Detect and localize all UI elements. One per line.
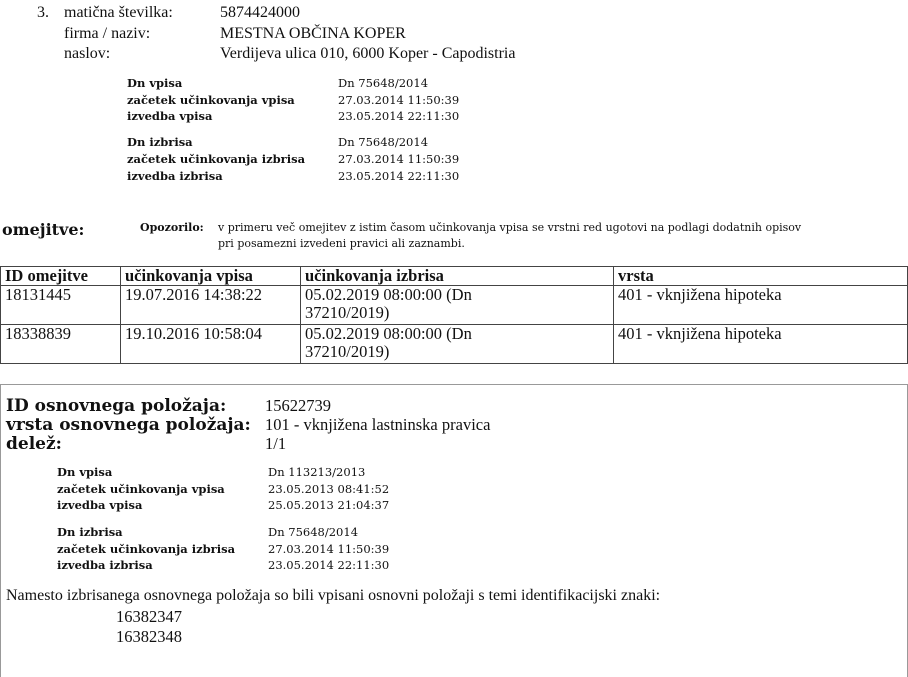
share-value: 1/1 [265,434,287,453]
cell-deletion-line1: 05.02.2019 08:00:00 (Dn [305,285,472,304]
name-label: firma / naziv: [64,25,151,42]
owner-deletion-start-label: začetek učinkovanja izbrisa [127,152,306,166]
position-dn-deletion-value: Dn 75648/2014 [268,525,359,539]
position-entry-exec-value: 25.05.2013 21:04:37 [268,498,390,512]
owner-dn-deletion-label: Dn izbrisa [127,135,193,149]
position-deletion-exec-label: izvedba izbrisa [57,558,153,572]
cell-deletion-line1: 05.02.2019 08:00:00 (Dn [305,324,472,343]
cell-deletion [301,286,614,325]
cell-type: 401 - vknjižena hipoteka [614,325,908,364]
table-row [1,286,908,325]
owner-entry-start-label: začetek učinkovanja vpisa [127,93,295,107]
position-type-label: vrsta osnovnega položaja: [6,415,251,435]
position-dn-entry-value: Dn 113213/2013 [268,465,366,479]
name-value: MESTNA OBČINA KOPER [220,25,406,42]
owner-number: 3. [37,4,49,21]
cell-deletion [301,325,614,364]
owner-entry-exec-value: 23.05.2014 22:11:30 [338,109,460,123]
position-dn-entry-label: Dn vpisa [57,465,113,479]
owner-entry-exec-label: izvedba vpisa [127,109,213,123]
warning-text-line2: pri posamezni izvedeni pravici ali zaznambi. [218,237,465,250]
cell-id: 18131445 [1,286,121,325]
owner-dn-entry-value: Dn 75648/2014 [338,76,429,90]
position-id-label: ID osnovnega položaja: [6,396,227,416]
position-dn-deletion-label: Dn izbrisa [57,525,123,539]
address-value: Verdijeva ulica 010, 6000 Koper - Capodistria [220,45,516,62]
owner-entry-start-value: 27.03.2014 11:50:39 [338,93,460,107]
col-header-entry: učinkovanja vpisa [121,267,301,286]
warning-text-line1: v primeru več omejitev z istim časom učinkovanja vpisa se vrstni red ugotovi na podlagi dodatnih opisov [218,221,802,234]
owner-deletion-exec-value: 23.05.2014 22:11:30 [338,169,460,183]
position-entry-exec-label: izvedba vpisa [57,498,143,512]
reg-number-value: 5874424000 [220,4,300,21]
restrictions-label: omejitve: [2,220,85,239]
replacement-id: 16382347 [116,607,182,626]
table-row [1,325,908,364]
share-label: delež: [6,434,62,454]
cell-entry: 19.07.2016 14:38:22 [121,286,301,325]
position-type-value: 101 - vknjižena lastninska pravica [265,415,491,434]
col-header-type: vrsta [614,267,908,286]
owner-dn-entry-label: Dn vpisa [127,76,183,90]
section-divider [0,384,908,385]
position-deletion-start-value: 27.03.2014 11:50:39 [268,542,390,556]
cell-entry: 19.10.2016 10:58:04 [121,325,301,364]
replacement-text: Namesto izbrisanega osnovnega položaja so bili vpisani osnovni položaji s temi identifikacijski znaki: [6,587,661,604]
owner-deletion-exec-label: izvedba izbrisa [127,169,223,183]
position-entry-start-value: 23.05.2013 08:41:52 [268,482,390,496]
table-header-row [1,267,908,286]
position-entry-start-label: začetek učinkovanja vpisa [57,482,225,496]
position-deletion-exec-value: 23.05.2014 22:11:30 [268,558,390,572]
cell-id: 18338839 [1,325,121,364]
position-id-value: 15622739 [265,396,331,415]
col-header-deletion: učinkovanja izbrisa [301,267,614,286]
frame-left-border [0,384,1,677]
warning-label: Opozorilo: [140,221,204,234]
reg-number-label: matična številka: [64,4,173,21]
cell-deletion-line2: 37210/2019) [305,303,390,322]
col-header-id: ID omejitve [1,267,121,286]
position-deletion-start-label: začetek učinkovanja izbrisa [57,542,236,556]
restrictions-table [0,266,908,364]
owner-deletion-start-value: 27.03.2014 11:50:39 [338,152,460,166]
cell-type: 401 - vknjižena hipoteka [614,286,908,325]
replacement-id: 16382348 [116,627,182,646]
address-label: naslov: [64,45,111,62]
owner-dn-deletion-value: Dn 75648/2014 [338,135,429,149]
cell-deletion-line2: 37210/2019) [305,342,390,361]
